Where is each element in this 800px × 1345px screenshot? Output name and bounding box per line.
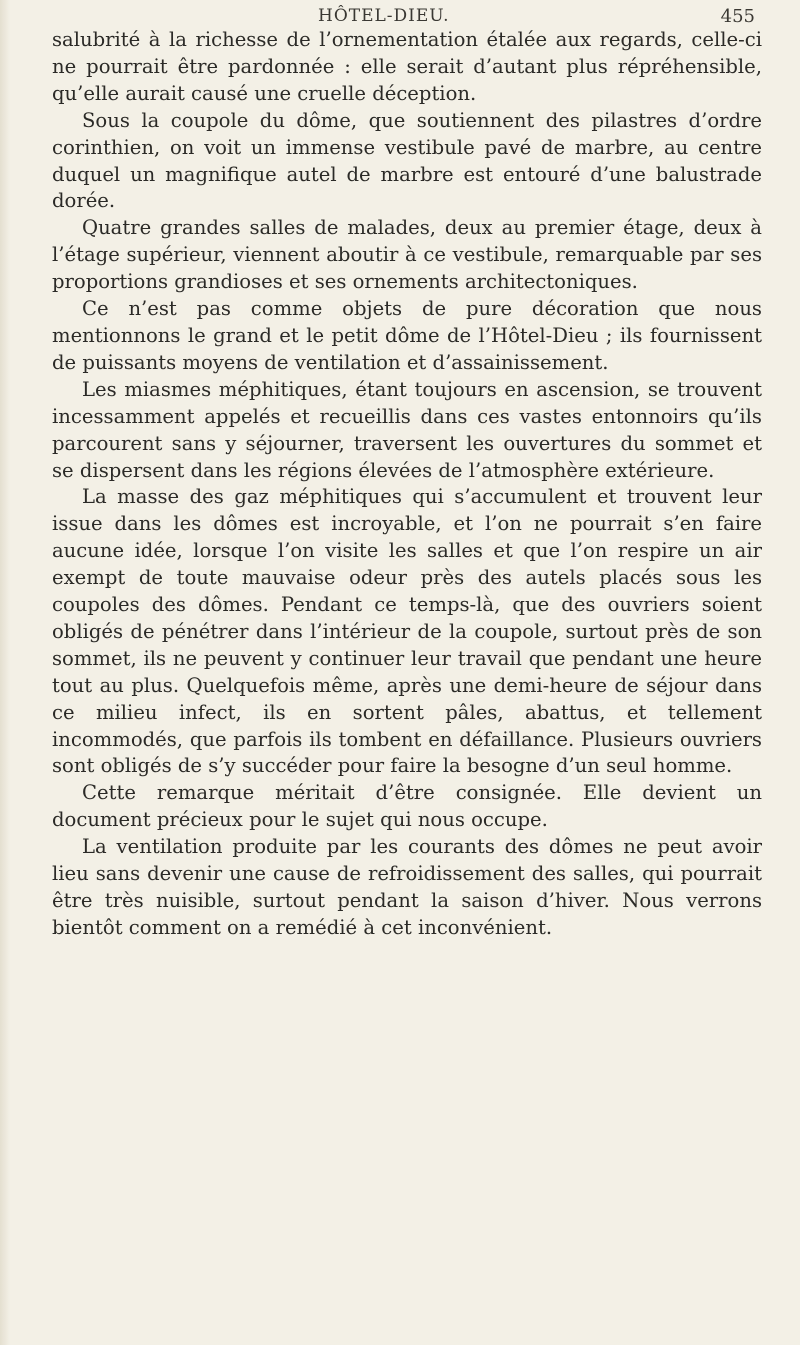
paragraph-4: Ce n’est pas comme objets de pure décoration que nous mentionnons le grand et le petit dôme de l’Hôtel-Dieu ; ils fournissent de puissants moyens de ventilation et d’assainissement. <box>52 297 762 374</box>
paragraph-3: Quatre grandes salles de malades, deux au premier étage, deux à l’étage supérieur, viennent aboutir à ce vestibule, remarquable par ses proportions grandioses et ses ornements architectoniques. <box>52 216 762 294</box>
page-binding-edge <box>0 0 10 1345</box>
paragraph-7: Cette remarque méritait d’être consignée. Elle devient un document précieux pour le sujet qui nous occupe. <box>52 781 762 832</box>
paragraph-2: Sous la coupole du dôme, que soutiennent des pilastres d’ordre corinthien, on voit un immense vestibule pavé de marbre, au centre duquel un magnifique autel de marbre est entouré d’une balustrade dorée. <box>52 108 762 213</box>
paragraph-5: Les miasmes méphitiques, étant toujours en ascension, se trouvent incessamment appelés et recueillis dans ces vastes entonnoirs qu’ils parcourent sans y séjourner, traversent les ouvertures du sommet et se dispersent dans les régions élevées de l’atmosphère extérieure. <box>52 377 762 482</box>
paragraph-1: salubrité à la richesse de l’ornementation étalée aux regards, celle-ci ne pourrait être pardonnée : elle serait d’autant plus répréhensible, qu’elle aurait causé une cruelle déception. <box>52 28 762 105</box>
running-head: HÔTEL-DIEU. <box>318 6 450 26</box>
body-text <box>52 27 762 942</box>
paragraph-8: La ventilation produite par les courants des dômes ne peut avoir lieu sans devenir une cause de refroidissement des salles, qui pourrait être très nuisible, surtout pendant la saison d’hiver. Nous verrons bientôt comment on a remédié à cet inconvénient. <box>52 835 762 939</box>
paragraph-6: La masse des gaz méphitiques qui s’accumulent et trouvent leur issue dans les dômes est incroyable, et l’on ne pourrait s’en faire aucune idée, lorsque l’on visite les salles et que l’on respire un air exempt de toute mauvaise odeur près des autels placés sous les coupoles des dômes. Pendant ce temps-là, que des ouvriers soient obligés de pénétrer dans l’intérieur de la coupole, surtout près de son sommet, ils ne peuvent y continuer leur travail que pendant une heure tout au plus. Quelquefois même, après une demi-heure de séjour dans ce milieu infect, ils en sortent pâles, abattus, et tellement incommodés, que parfois ils tombent en défaillance. Plusieurs ouvriers sont obligés de s’y succéder pour faire la besogne d’un seul homme. <box>52 485 762 778</box>
page-number: 455 <box>720 6 755 27</box>
